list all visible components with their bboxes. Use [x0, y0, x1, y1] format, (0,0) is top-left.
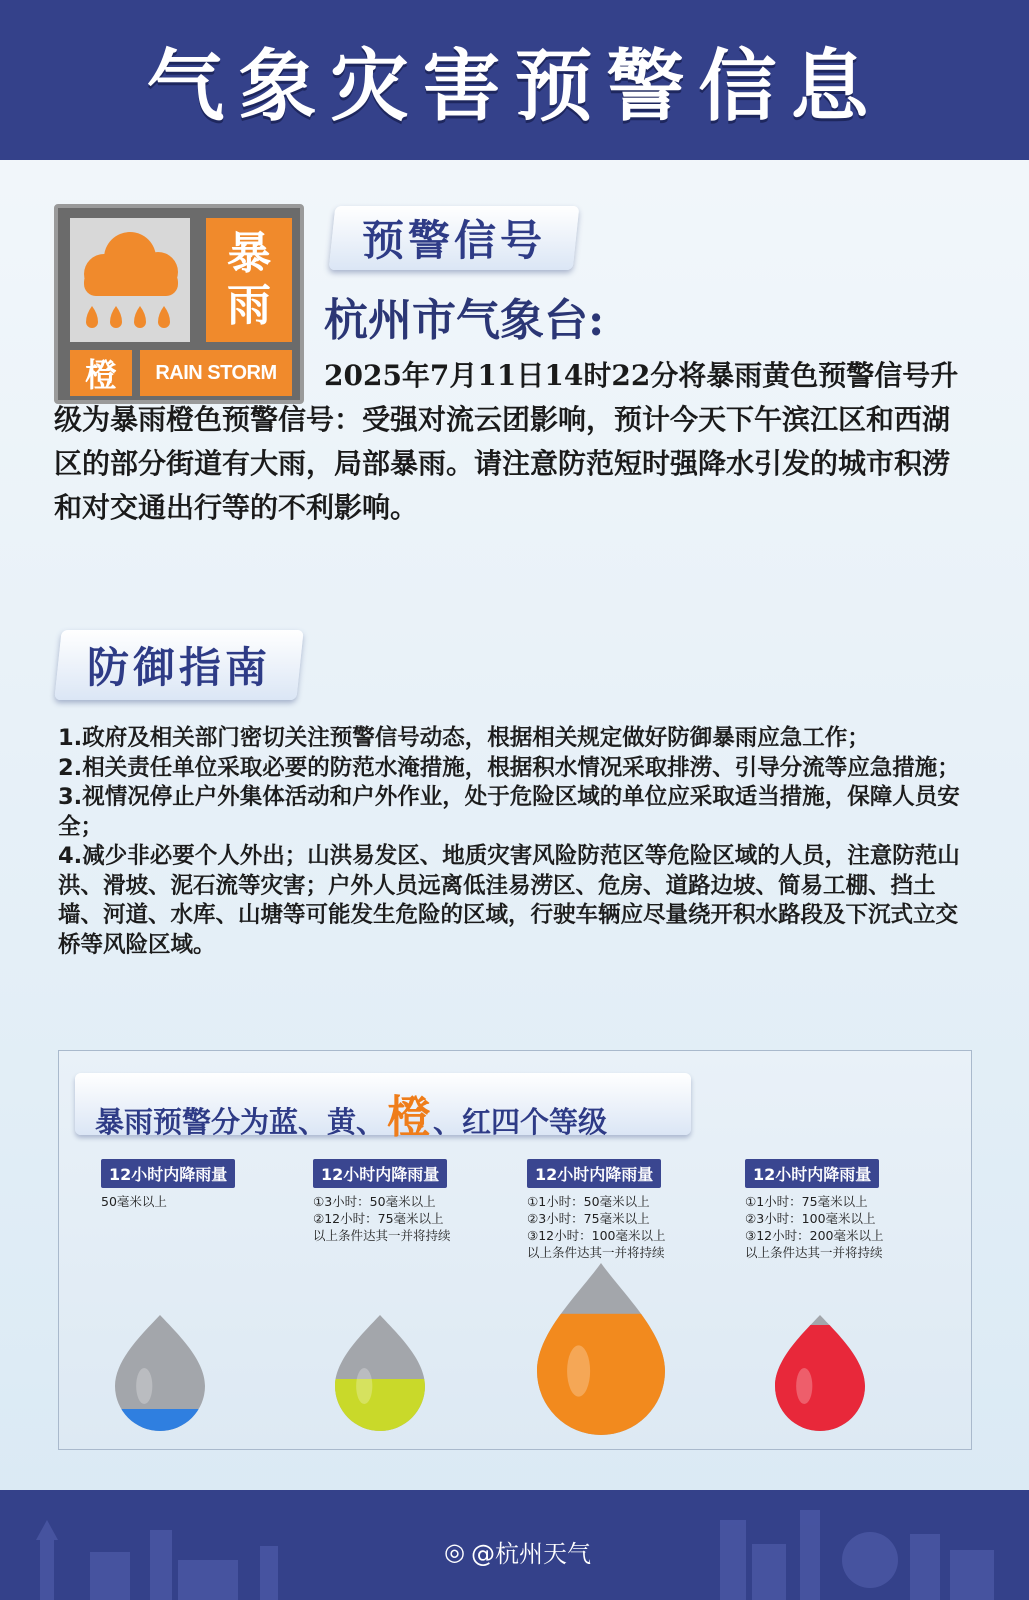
drop-highlight: [136, 1368, 152, 1404]
drop-fill-level: [773, 1325, 867, 1433]
levels-banner-before: 暴雨预警分为蓝、黄、: [95, 1105, 386, 1139]
level-head: 12小时内降雨量: [745, 1159, 879, 1188]
level-line: 以上条件达其一并将持续: [313, 1228, 451, 1243]
guide-item: 1.政府及相关部门密切关注预警信号动态，根据相关规定做好防御暴雨应急工作；: [58, 725, 870, 751]
rain-cloud-icon: [70, 218, 190, 342]
drop-fill-level: [113, 1409, 207, 1433]
sign-english-label: RAIN STORM: [140, 350, 292, 396]
yellow-drop-icon: [333, 1313, 427, 1433]
drop-fill-level: [535, 1314, 667, 1437]
sign-char-2: 雨: [227, 280, 271, 331]
level-yellow: [313, 1159, 523, 1244]
signal-tag-label: 预警信号: [361, 216, 546, 265]
levels-banner-highlight: 橙: [387, 1092, 432, 1143]
drop-highlight: [796, 1368, 812, 1404]
level-line: ③12小时：200毫米以上: [745, 1228, 884, 1243]
level-blue: [101, 1159, 311, 1210]
guide-item: 2.相关责任单位采取必要的防范水淹措施，根据积水情况采取排涝、引导分流等应急措施；: [58, 754, 960, 781]
level-criteria: [527, 1193, 737, 1261]
level-head: 12小时内降雨量: [101, 1159, 235, 1188]
level-criteria: [313, 1193, 523, 1244]
level-criteria: [101, 1193, 311, 1210]
levels-banner: [75, 1073, 691, 1143]
level-line: ①1小时：75毫米以上: [745, 1194, 868, 1209]
level-line: ①3小时：50毫米以上: [313, 1194, 436, 1209]
level-line: ③12小时：100毫米以上: [527, 1228, 666, 1243]
issuing-office: 杭州市气象台:: [324, 295, 605, 346]
red-drop-icon: [773, 1313, 867, 1433]
header-banner: [0, 0, 1029, 160]
level-line: ②3小时：75毫米以上: [527, 1211, 650, 1226]
guide-list: [58, 724, 970, 960]
weibo-icon: ◎: [444, 1537, 465, 1566]
orange-drop-icon: [535, 1261, 667, 1437]
page-title: 气象灾害预警信息: [146, 42, 883, 132]
drop-highlight: [567, 1345, 590, 1396]
level-head: 12小时内降雨量: [313, 1159, 447, 1188]
signal-section-tag: [329, 206, 580, 270]
guide-item: 3.视情况停止户外集体活动和户外作业，处于危险区域的单位应采取适当措施，保障人员安全；: [58, 784, 960, 840]
level-red: [745, 1159, 955, 1261]
level-line: 50毫米以上: [101, 1194, 167, 1209]
guide-tag-label: 防御指南: [86, 643, 271, 692]
level-line: 以上条件达其一并将持续: [745, 1245, 883, 1260]
level-line: 以上条件达其一并将持续: [527, 1245, 665, 1260]
sign-chinese-label: [206, 218, 292, 342]
guide-section-tag: [54, 630, 303, 700]
footer-skyline: [0, 1490, 1029, 1600]
guide-item: 4.减少非必要个人外出；山洪易发区、地质灾害风险防范区等危险区域的人员，注意防范山洪、滑坡、泥石流等灾害；户外人员远离低洼易涝区、危房、道路边坡、简易工棚、挡土墙、河道、水库、山塘等可能发生危险的区域，行驶车辆应尽量绕开积水路段及下沉式立交桥等风险区域。: [58, 843, 960, 958]
warning-levels-panel: [58, 1050, 972, 1450]
drop-highlight: [356, 1368, 372, 1404]
level-criteria: [745, 1193, 955, 1261]
weibo-handle-text: @杭州天气: [470, 1540, 591, 1568]
level-orange: [527, 1159, 737, 1261]
signal-body-text: 2025年7月11日14时22分将暴雨黄色预警信号升级为暴雨橙色预警信号：受强对流云团影响，预计今天下午滨江区和西湖区的部分街道有大雨，局部暴雨。请注意防范短时强降水引发的城市积涝和对交通出行等的不利影响。: [54, 359, 959, 524]
blue-drop-icon: [113, 1313, 207, 1433]
levels-banner-after: 、红四个等级: [433, 1105, 608, 1139]
level-line: ②12小时：75毫米以上: [313, 1211, 444, 1226]
weibo-handle: [444, 1534, 591, 1569]
level-line: ②3小时：100毫米以上: [745, 1211, 876, 1226]
sign-char-1: 暴: [227, 228, 271, 279]
drop-fill-level: [333, 1379, 427, 1433]
sign-level-char: 橙: [70, 350, 132, 396]
level-head: 12小时内降雨量: [527, 1159, 661, 1188]
level-line: ①1小时：50毫米以上: [527, 1194, 650, 1209]
